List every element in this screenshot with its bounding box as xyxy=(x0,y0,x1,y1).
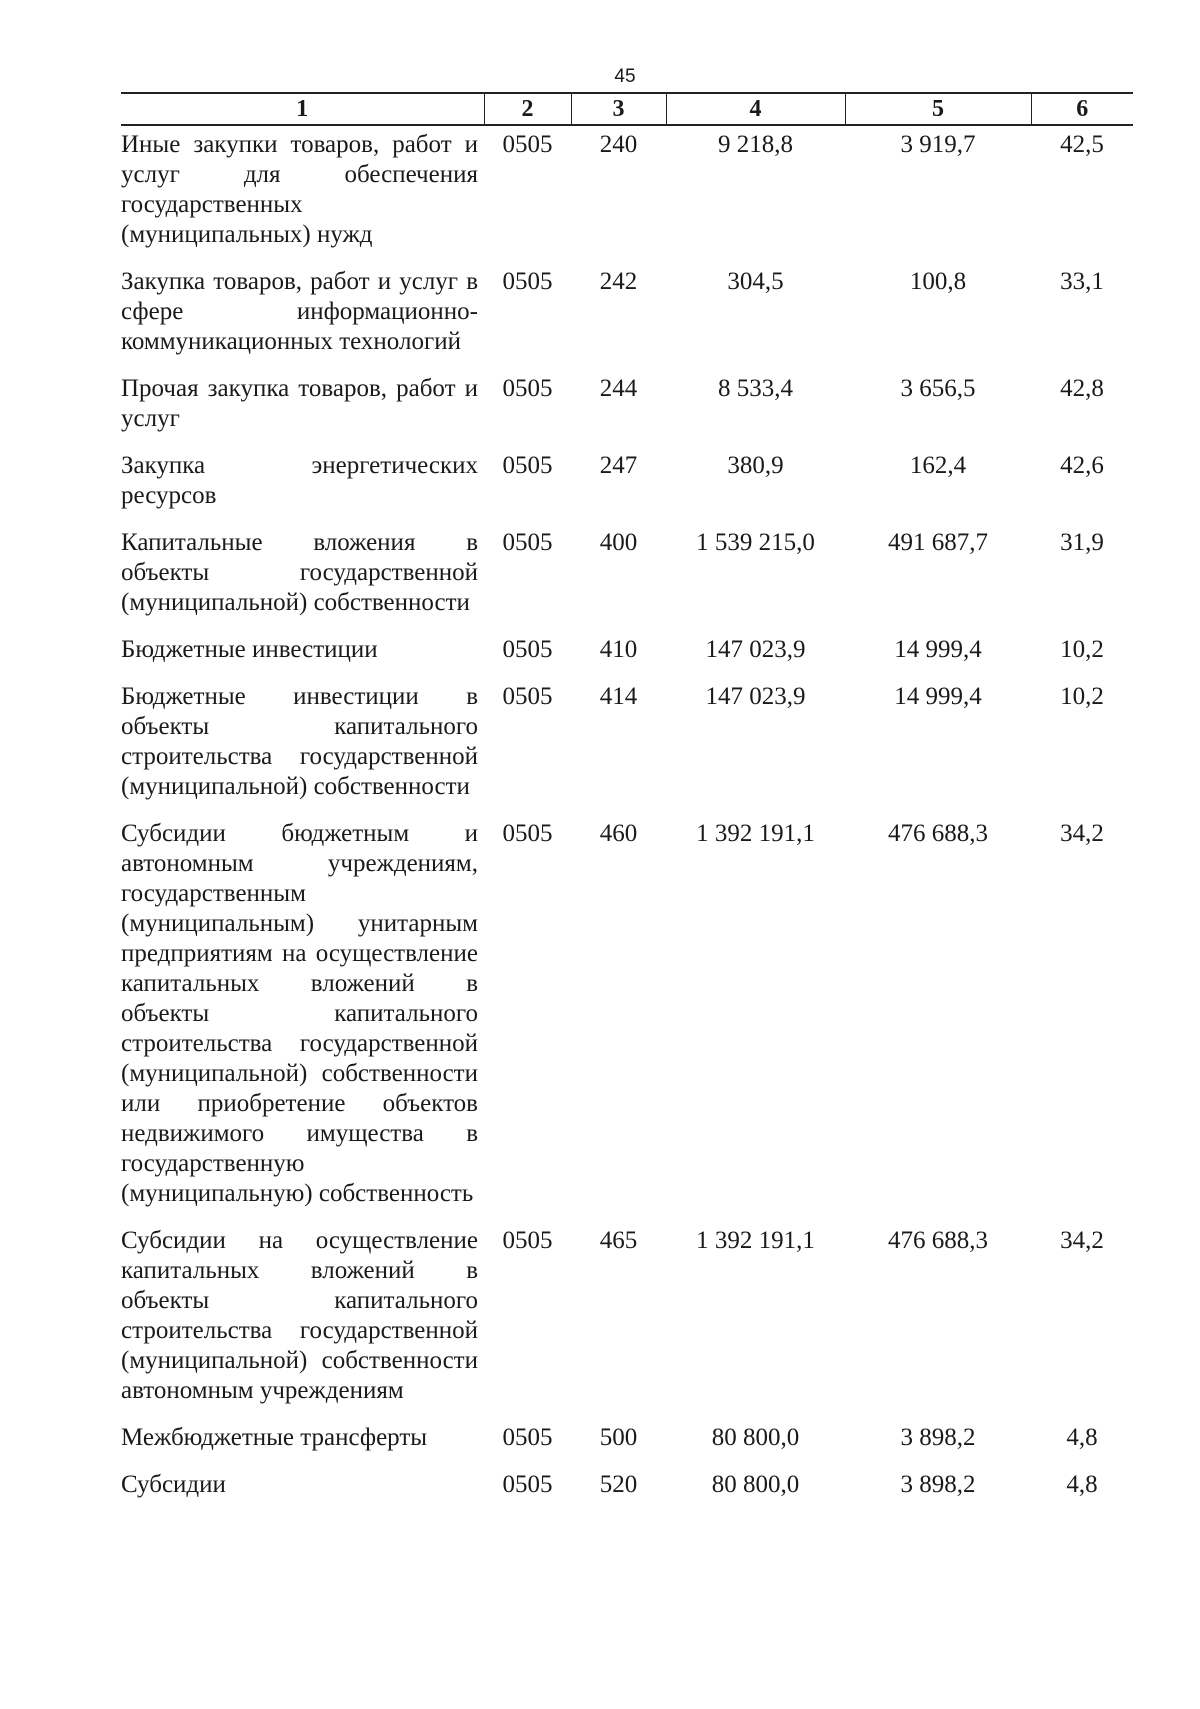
row-actual: 3 898,2 xyxy=(900,1424,976,1451)
table-row xyxy=(121,370,1133,447)
table-header xyxy=(121,93,1133,125)
row-plan: 147 023,9 xyxy=(705,683,806,710)
table-row xyxy=(121,1222,1133,1419)
row-percent: 42,6 xyxy=(1060,452,1104,479)
row-code: 414 xyxy=(599,683,638,710)
column-header: 5 xyxy=(845,93,1031,125)
row-section: 0505 xyxy=(502,268,553,295)
row-code: 410 xyxy=(599,636,638,663)
row-actual: 491 687,7 xyxy=(888,529,988,556)
budget-table xyxy=(121,92,1133,1513)
row-description: Межбюджетные трансферты xyxy=(121,1424,428,1451)
row-plan: 80 800,0 xyxy=(711,1471,800,1498)
row-plan: 9 218,8 xyxy=(718,131,793,158)
row-actual: 100,8 xyxy=(909,268,967,295)
row-percent: 4,8 xyxy=(1066,1471,1098,1498)
row-code: 400 xyxy=(599,529,638,556)
table-row xyxy=(121,815,1133,1222)
row-section: 0505 xyxy=(502,131,553,158)
row-plan: 80 800,0 xyxy=(711,1424,800,1451)
row-code: 242 xyxy=(599,268,638,295)
row-percent: 10,2 xyxy=(1060,683,1104,710)
table-row xyxy=(121,125,1133,263)
column-header: 3 xyxy=(571,93,666,125)
row-code: 460 xyxy=(599,820,638,847)
row-percent: 42,8 xyxy=(1060,375,1104,402)
row-code: 244 xyxy=(599,375,638,402)
row-section: 0505 xyxy=(502,1424,553,1451)
row-percent: 31,9 xyxy=(1060,529,1104,556)
row-percent: 42,5 xyxy=(1060,131,1104,158)
row-code: 465 xyxy=(599,1227,638,1254)
row-plan: 147 023,9 xyxy=(705,636,806,663)
row-section: 0505 xyxy=(502,636,553,663)
row-plan: 380,9 xyxy=(727,452,784,479)
row-description: Бюджетные инвестиции xyxy=(121,636,378,663)
row-section: 0505 xyxy=(502,820,553,847)
table-row xyxy=(121,524,1133,631)
row-percent: 10,2 xyxy=(1060,636,1104,663)
table-row xyxy=(121,1466,1133,1513)
row-plan: 1 539 215,0 xyxy=(696,529,815,556)
row-percent: 33,1 xyxy=(1060,268,1104,295)
row-actual: 476 688,3 xyxy=(888,1227,988,1254)
row-description: Бюджетные инвестиции в объекты капитального строительства государственной (муниципальной) собственности xyxy=(121,683,478,800)
table-row xyxy=(121,447,1133,524)
table-row xyxy=(121,678,1133,815)
row-description: Закупка энергетических ресурсов xyxy=(121,452,478,509)
row-actual: 14 999,4 xyxy=(894,683,982,710)
column-header: 1 xyxy=(121,93,484,125)
row-description: Иные закупки товаров, работ и услуг для обеспечения государственных (муниципальных) нужд xyxy=(121,131,478,248)
row-description: Субсидии бюджетным и автономным учреждениям, государственным (муниципальным) унитарным предприятиям на осуществление капитальных вложений в объекты капитального строительства государственной (муниципальной) собственности или приобретение объектов недвижимого имущества в государственную (муниципальную) собственность xyxy=(121,820,478,1207)
row-section: 0505 xyxy=(502,1471,553,1498)
row-section: 0505 xyxy=(502,529,553,556)
row-section: 0505 xyxy=(502,452,553,479)
row-section: 0505 xyxy=(502,375,553,402)
row-percent: 4,8 xyxy=(1066,1424,1098,1451)
row-actual: 14 999,4 xyxy=(894,636,982,663)
row-actual: 3 919,7 xyxy=(900,131,976,158)
row-code: 247 xyxy=(599,452,638,479)
row-actual: 162,4 xyxy=(909,452,967,479)
row-plan: 304,5 xyxy=(727,268,784,295)
row-description: Субсидии на осуществление капитальных вложений в объекты капитального строительства государственной (муниципальной) собственности автономным учреждениям xyxy=(121,1227,478,1404)
row-actual: 3 898,2 xyxy=(900,1471,976,1498)
column-header: 4 xyxy=(666,93,845,125)
row-actual: 476 688,3 xyxy=(888,820,988,847)
row-description: Прочая закупка товаров, работ и услуг xyxy=(121,375,478,432)
column-header: 6 xyxy=(1031,93,1133,125)
table-row xyxy=(121,631,1133,678)
page-number: 45 xyxy=(614,66,636,87)
row-percent: 34,2 xyxy=(1060,1227,1104,1254)
row-actual: 3 656,5 xyxy=(900,375,976,402)
row-plan: 1 392 191,1 xyxy=(696,1227,815,1254)
table-row xyxy=(121,1419,1133,1466)
row-code: 520 xyxy=(599,1471,638,1498)
row-plan: 8 533,4 xyxy=(718,375,793,402)
row-section: 0505 xyxy=(502,1227,553,1254)
column-header: 2 xyxy=(484,93,571,125)
row-code: 240 xyxy=(599,131,638,158)
row-description: Капитальные вложения в объекты государственной (муниципальной) собственности xyxy=(121,529,478,616)
table-body xyxy=(121,125,1133,1513)
row-percent: 34,2 xyxy=(1060,820,1104,847)
row-plan: 1 392 191,1 xyxy=(696,820,815,847)
table-row xyxy=(121,263,1133,370)
row-description: Закупка товаров, работ и услуг в сфере информационно-коммуникационных технологий xyxy=(121,268,478,355)
row-code: 500 xyxy=(599,1424,638,1451)
row-description: Субсидии xyxy=(121,1471,226,1498)
row-section: 0505 xyxy=(502,683,553,710)
